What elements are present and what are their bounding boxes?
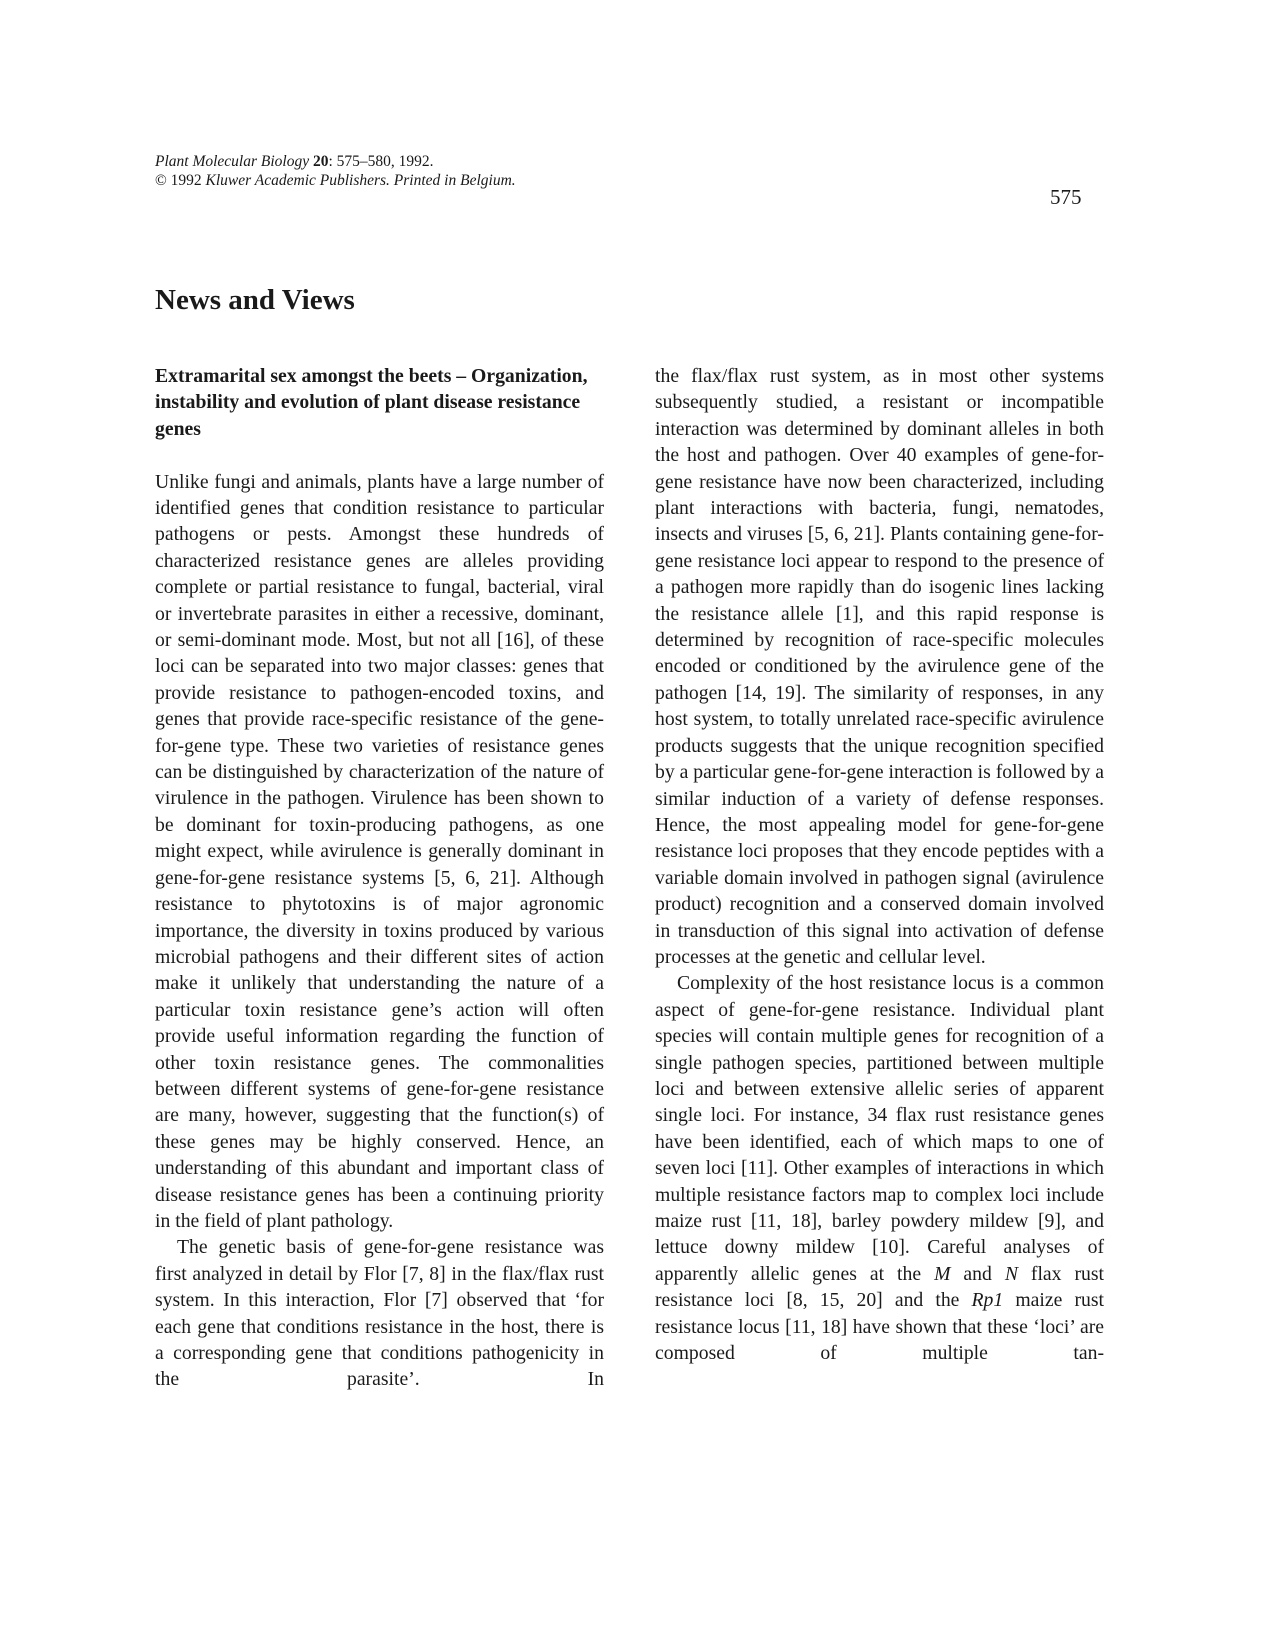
copyright-symbol: © bbox=[155, 172, 167, 189]
journal-volume: 20 bbox=[312, 153, 329, 170]
article-title: Extramarital sex amongst the beets – Organization, instability and evolution of plant disease resistance genes bbox=[155, 365, 588, 440]
body-paragraph: The genetic basis of gene-for-gene resistance was first analyzed in detail by Flor [7, 8] in the flax/flax rust system. In this interaction, Flor [7] observed that ‘for each gene that conditions resistance in the host, there is a corresponding gene that conditions pathogenicity in the parasite’. In bbox=[155, 1236, 604, 1391]
publisher-line: Kluwer Academic Publishers. Printed in Belgium. bbox=[205, 172, 516, 189]
citation-line bbox=[155, 152, 516, 171]
copyright-year: 1992 bbox=[170, 172, 202, 189]
locus-name: M bbox=[934, 1262, 951, 1285]
body-paragraph bbox=[655, 970, 1104, 1366]
right-column bbox=[655, 363, 1104, 1366]
text-run: Complexity of the host resistance locus is a common aspect of gene-for-gene resistance. Individual plant species will contain multiple genes for recognition of a single pathogen species, partitioned between multiple loci and between extensive allelic series of apparent single loci. For instance, 34 flax rust resistance genes have been identified, each of which maps to one of seven loci [11]. Other examples of interactions in which multiple resistance factors map to complex loci include maize rust [11, 18], barley powdery mildew [9], and lettuce downy mildew [10]. Careful analyses of apparently allelic genes at the bbox=[655, 972, 1104, 1285]
section-title: News and Views bbox=[155, 284, 355, 316]
text-run: maize rust resistance locus [11, 18] have shown that these ‘loci’ are composed of multiple tan- bbox=[655, 1289, 1104, 1365]
text-run: flax rust resistance loci [8, 15, 20] and the bbox=[655, 1262, 1105, 1312]
locus-name: N bbox=[1004, 1262, 1018, 1285]
locus-name: Rp1 bbox=[971, 1289, 1004, 1312]
journal-pages-year: : 575–580, 1992. bbox=[328, 153, 434, 170]
journal-name: Plant Molecular Biology bbox=[155, 153, 310, 170]
journal-header bbox=[155, 152, 516, 190]
copyright-line bbox=[155, 171, 516, 190]
left-column bbox=[155, 363, 604, 1393]
text-run: and bbox=[950, 1262, 1005, 1285]
page-number: 575 bbox=[1050, 185, 1082, 209]
body-paragraph: the flax/flax rust system, as in most other systems subsequently studied, a resistant or incompatible interaction was determined by dominant alleles in both the host and pathogen. Over 40 examples of gene-for-gene resistance have now been characterized, including plant interactions with bacteria, fungi, nematodes, insects and viruses [5, 6, 21]. Plants containing gene-for-gene resistance loci appear to respond to the presence of a pathogen more rapidly than do isogenic lines lacking the resistance allele [1], and this rapid response is determined by recognition of race-specific molecules encoded or conditioned by the avirulence gene of the pathogen [14, 19]. The similarity of responses, in any host system, to totally unrelated race-specific avirulence products suggests that the unique recognition specified by a particular gene-for-gene interaction is followed by a similar induction of a variety of defense responses. Hence, the most appealing model for gene-for-gene resistance loci proposes that they encode peptides with a variable domain involved in pathogen signal (avirulence product) recognition and a conserved domain involved in transduction of this signal into activation of defense processes at the genetic and cellular level. bbox=[655, 365, 1104, 968]
body-paragraph: Unlike fungi and animals, plants have a large number of identified genes that condition resistance to particular pathogens or pests. Amongst these hundreds of characterized resistance genes are alleles providing complete or partial resistance to fungal, bacterial, viral or invertebrate parasites in either a recessive, dominant, or semi-dominant mode. Most, but not all [16], of these loci can be separated into two major classes: genes that provide resistance to pathogen-encoded toxins, and genes that provide race-specific resistance of the gene-for-gene type. These two varieties of resistance genes can be distinguished by characterization of the nature of virulence in the pathogen. Virulence has been shown to be dominant for toxin-producing pathogens, as one might expect, while avirulence is generally dominant in gene-for-gene resistance systems [5, 6, 21]. Although resistance to phytotoxins is of major agronomic importance, the diversity in toxins produced by various microbial pathogens and their different sites of action make it unlikely that understanding the nature of a particular toxin resistance gene’s action will often provide useful information regarding the function of other toxin resistance genes. The commonalities between different systems of gene-for-gene resistance are many, however, suggesting that the function(s) of these genes may be highly conserved. Hence, an understanding of this abundant and important class of disease resistance genes has been a continuing priority in the field of plant pathology. bbox=[155, 470, 604, 1232]
